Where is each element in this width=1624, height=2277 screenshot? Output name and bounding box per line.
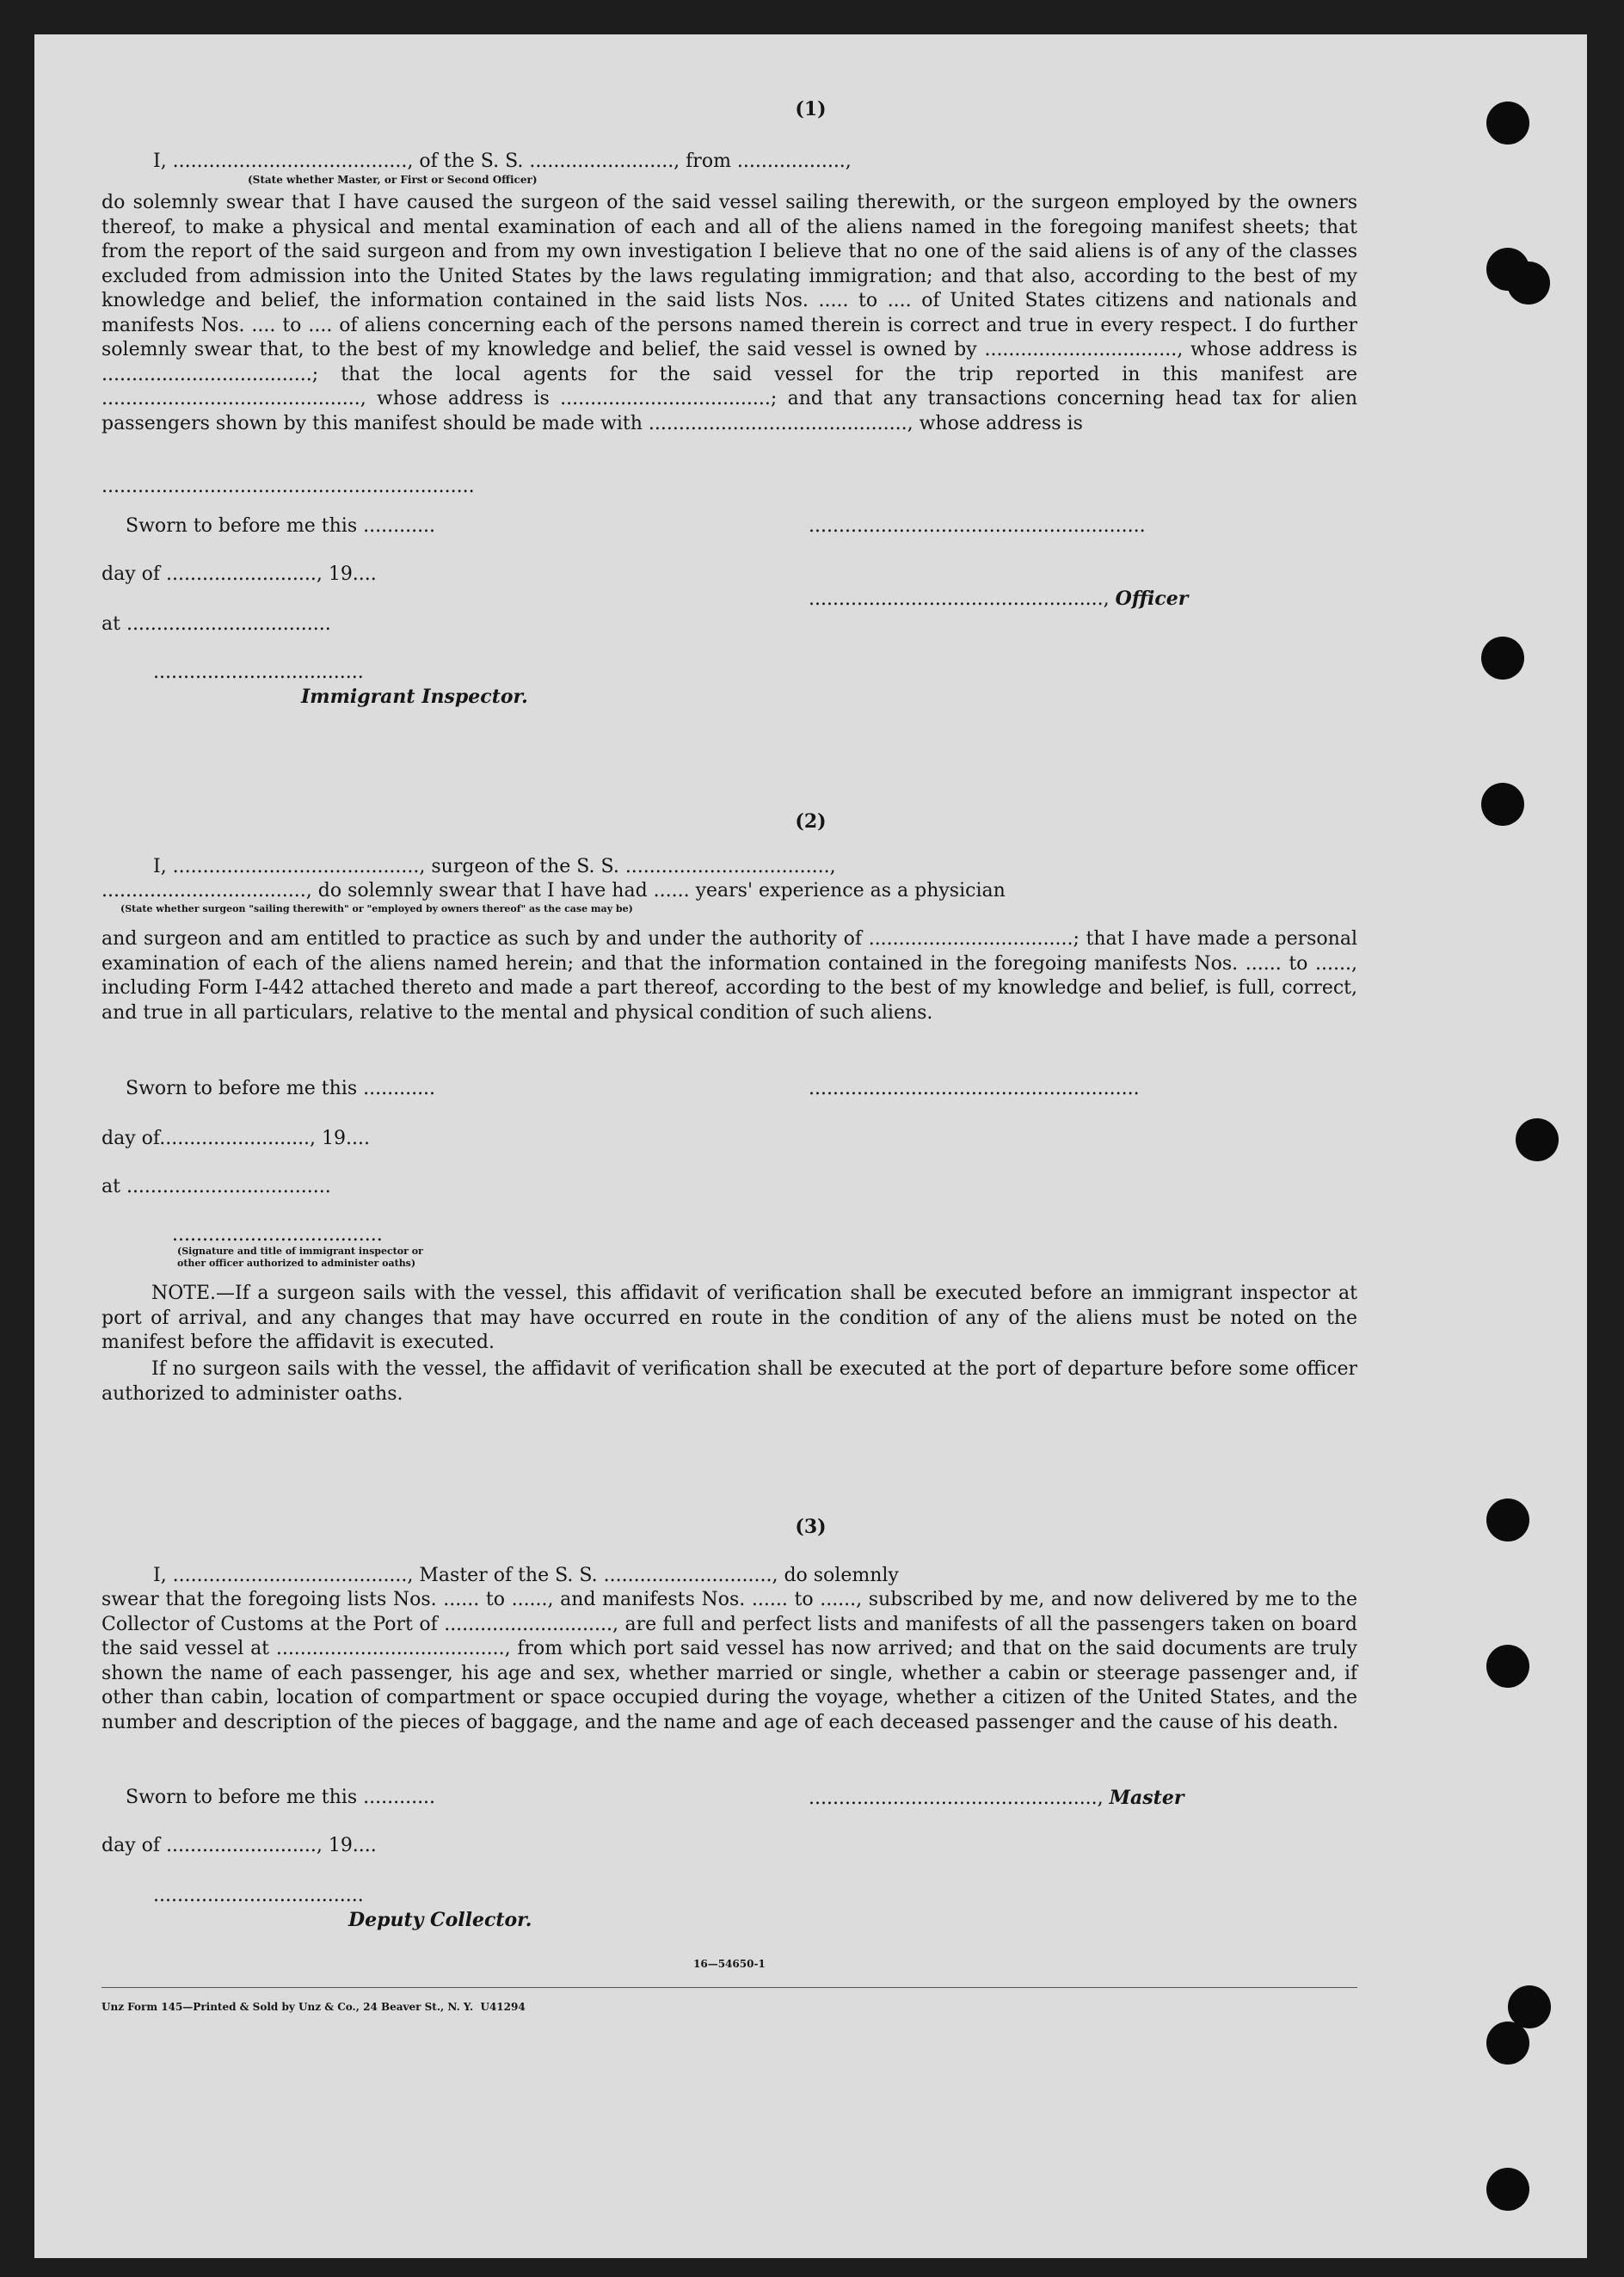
section-3-signature-dots: ................................... [153, 1885, 364, 1906]
binder-hole [1516, 1118, 1559, 1161]
binder-hole [1507, 262, 1550, 305]
section-1-at-line: at .................................. [102, 613, 331, 635]
binder-hole [1481, 637, 1524, 680]
section-2-at-line: at .................................. [102, 1176, 331, 1197]
section-2-caption: (State whether surgeon "sailing therewith" or "employed by owners thereof" as the case may be) [120, 903, 633, 914]
section-1-signature-dots: ................................... [153, 662, 364, 683]
section-2-note-2: If no surgeon sails with the vessel, the affidavit of verification shall be executed at the port of departure before some officer authorized to administer oaths. [102, 1358, 1357, 1405]
section-1-trailing-dots: .............................................................. [102, 476, 475, 497]
form-number: 16—54650-1 [693, 1958, 766, 1970]
section-3-deputy-collector: Deputy Collector. [348, 1909, 532, 1931]
officer-dots: ................................................., [809, 588, 1116, 610]
section-3-master-line [809, 1786, 1184, 1811]
binder-hole [1486, 2168, 1529, 2211]
section-3-day-line: day of ........................., 19.... [102, 1835, 377, 1856]
section-2-sworn-line: Sworn to before me this ............ [126, 1078, 436, 1099]
footer-rule [102, 1987, 1357, 1988]
section-2-signature-caption-1: (Signature and title of immigrant inspector or [177, 1246, 423, 1257]
section-1-officer-dots [809, 587, 1188, 612]
binder-hole [1486, 1645, 1529, 1688]
section-2-note-1: NOTE.—If a surgeon sails with the vessel, this affidavit of verification shall be executed before an immigrant inspector at port of arrival, and any changes that may have occurred en route in the condition of any of the aliens must be noted on the manifest before the affidavit is executed. [102, 1283, 1357, 1353]
section-3-sworn-line: Sworn to before me this ............ [126, 1787, 436, 1808]
section-2-right-dots: ....................................................... [809, 1078, 1140, 1099]
section-3-oath-text: swear that the foregoing lists Nos. ...... to ......, and manifests Nos. ...... to ......, subscribed by me, and now delivered by me to the Collector of Customs at the Port of ............................, are full and perfect lists and manifests of all the passengers taken on board the said vessel at ......................................, from which port said vessel has now arrived; and that on the said documents are truly shown the name of each passenger, his age and sex, whether married or single, whether a cabin or steerage passenger and, if other than cabin, location of compartment or space occupied during the voyage, whether a citizen of the United States, and the number and description of the pieces of baggage, and the name and age of each deceased passenger and the cause of his death. [102, 1589, 1357, 1733]
section-3-number: (3) [795, 1516, 827, 1538]
printer-line: Unz Form 145—Printed & Sold by Unz & Co., 24 Beaver St., N. Y. U41294 [102, 2001, 526, 2013]
section-1-sworn-line: Sworn to before me this ............ [126, 515, 436, 537]
master-dots: ................................................, [809, 1788, 1110, 1809]
master-label: Master [1109, 1787, 1184, 1809]
section-2-oath-text: and surgeon and am entitled to practice as such by and under the authority of ..................................; that I have made a personal examination of each of the aliens named herein; and that the information contained in the foregoing manifests Nos. ...... to ......, including Form I-442 attached thereto and made a part thereof, according to the best of my knowledge and belief, is full, correct, and true in all particulars, relative to the mental and physical condition of such aliens. [102, 928, 1357, 1024]
section-3-first-line: I, ......................................., Master of the S. S. ............................, do solemnly [153, 1565, 899, 1586]
section-1-first-line: I, ......................................., of the S. S. ........................, from .................., [153, 151, 852, 172]
section-2-line-2: .................................., do solemnly swear that I have had ...... years' experience as a physician [102, 880, 1006, 902]
binder-hole [1486, 2022, 1529, 2065]
section-1-number: (1) [795, 98, 827, 120]
section-2-day-line: day of........................., 19.... [102, 1128, 371, 1149]
form-sheet [34, 34, 1587, 2258]
section-1-caption: (State whether Master, or First or Second Officer) [248, 174, 538, 186]
section-1-day-line: day of ........................., 19.... [102, 563, 377, 585]
section-1-oath-text: do solemnly swear that I have caused the surgeon of the said vessel sailing therewith, or the surgeon employed by the owners thereof, to make a physical and mental examination of each and all of the aliens named in the foregoing manifest sheets; that from the report of the said surgeon and from my own investigation I believe that no one of the said aliens is of any of the classes excluded from admission into the United States by the laws regulating immigration; and that also, according to the best of my knowledge and belief, the information contained in the said lists Nos. ..... to .... of United States citizens and nationals and manifests Nos. .... to .... of aliens concerning each of the persons named therein is correct and true in every respect. I do further solemnly swear that, to the best of my knowledge and belief, the said vessel is owned by ................................, whose address is ...................................; that the local agents for the said vessel for the trip reported in this manifest are ..........................................., whose address is ...................................; and that any transactions concerning head tax for alien passengers shown by this manifest should be made with ..........................................., whose address is [102, 192, 1357, 434]
section-1-immigrant-inspector: Immigrant Inspector. [301, 686, 528, 708]
officer-label: Officer [1115, 588, 1189, 610]
section-1-right-dots: ........................................................ [809, 515, 1146, 537]
section-2-number: (2) [795, 810, 827, 833]
section-2-line-1: I, ........................................., surgeon of the S. S. .................................., [153, 856, 836, 877]
section-2-signature-dots: ................................... [172, 1224, 383, 1246]
section-2-signature-caption-2: other officer authorized to administer oaths) [177, 1258, 416, 1269]
